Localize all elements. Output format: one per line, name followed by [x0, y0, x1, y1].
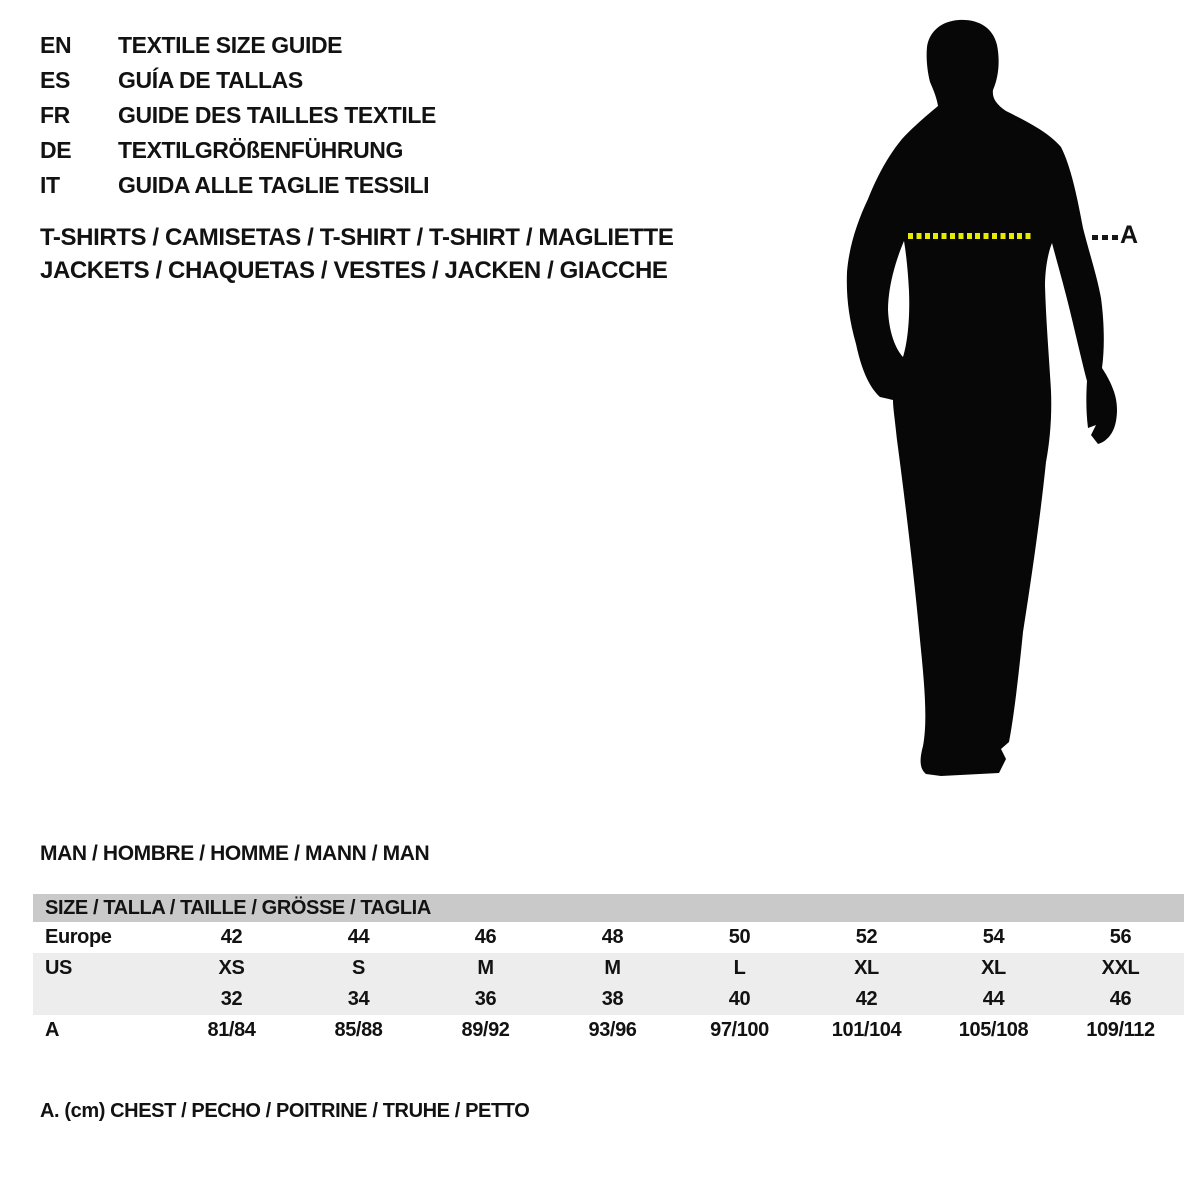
footnote-chest: A. (cm) CHEST / PECHO / POITRINE / TRUHE / PETTO [40, 1100, 530, 1122]
man-silhouette [820, 0, 1170, 800]
language-title: TEXTILE SIZE GUIDE [118, 32, 343, 58]
table-row-label: Europe [45, 926, 112, 948]
table-cell: 105/108 [958, 1019, 1029, 1041]
language-row [40, 63, 436, 98]
table-cell: 89/92 [461, 1019, 510, 1041]
table-cell: 34 [347, 988, 370, 1010]
table-cell: 44 [982, 988, 1005, 1010]
table-cell: 50 [728, 926, 751, 948]
table-row [33, 922, 1184, 953]
table-row-label: A [45, 1019, 60, 1041]
table-cell: 42 [220, 926, 243, 948]
table-cell: 42 [855, 988, 878, 1010]
table-cell: 85/88 [334, 1019, 383, 1041]
language-row [40, 98, 436, 133]
category-tshirts: T-SHIRTS / CAMISETAS / T-SHIRT / T-SHIRT / MAGLIETTE [40, 224, 674, 251]
table-row [33, 1015, 1184, 1046]
table-row [33, 953, 1184, 984]
language-title: GUIDE DES TAILLES TEXTILE [118, 102, 436, 128]
language-row [40, 133, 436, 168]
table-cell: XS [218, 957, 245, 979]
table-cell: 46 [1109, 988, 1132, 1010]
table-cell: XL [854, 957, 879, 979]
table-row-label: US [45, 957, 72, 979]
table-cell: M [477, 957, 494, 979]
table-cell: 48 [601, 926, 624, 948]
size-table-header: SIZE / TALLA / TAILLE / GRÖSSE / TAGLIA [33, 894, 1184, 922]
table-row [33, 984, 1184, 1015]
table-cell: S [352, 957, 365, 979]
table-cell: 101/104 [831, 1019, 902, 1041]
language-list [40, 28, 436, 203]
measure-label-a: A [1120, 221, 1139, 249]
language-row [40, 28, 436, 63]
table-cell: 97/100 [710, 1019, 769, 1041]
table-cell: 109/112 [1086, 1019, 1155, 1041]
section-heading-man: MAN / HOMBRE / HOMME / MANN / MAN [40, 842, 430, 865]
language-title: GUÍA DE TALLAS [118, 67, 303, 93]
language-title: GUIDA ALLE TAGLIE TESSILI [118, 172, 430, 198]
table-cell: M [604, 957, 621, 979]
table-cell: 36 [474, 988, 497, 1010]
table-cell: XL [981, 957, 1006, 979]
table-cell: L [733, 957, 746, 979]
table-cell: 44 [347, 926, 370, 948]
table-cell: 40 [728, 988, 751, 1010]
table-cell: XXL [1101, 957, 1140, 979]
size-table [33, 894, 1184, 1046]
chest-measure-dotted-line [908, 233, 1034, 239]
table-cell: 38 [601, 988, 624, 1010]
table-cell: 46 [474, 926, 497, 948]
language-code: DE [40, 137, 72, 163]
language-row [40, 168, 436, 203]
table-cell: 32 [220, 988, 243, 1010]
size-table-rows [33, 922, 1184, 1046]
table-cell: 54 [982, 926, 1005, 948]
category-list [40, 221, 673, 287]
table-cell: 52 [855, 926, 878, 948]
table-cell: 93/96 [588, 1019, 637, 1041]
language-code: EN [40, 32, 72, 58]
language-code: IT [40, 172, 60, 198]
language-code: FR [40, 102, 70, 128]
language-title: TEXTILGRÖßENFÜHRUNG [118, 137, 403, 163]
measure-callout-dashes [1092, 235, 1118, 240]
language-code: ES [40, 67, 70, 93]
table-cell: 81/84 [207, 1019, 256, 1041]
table-cell: 56 [1109, 926, 1132, 948]
category-jackets: JACKETS / CHAQUETAS / VESTES / JACKEN / GIACCHE [40, 257, 668, 284]
